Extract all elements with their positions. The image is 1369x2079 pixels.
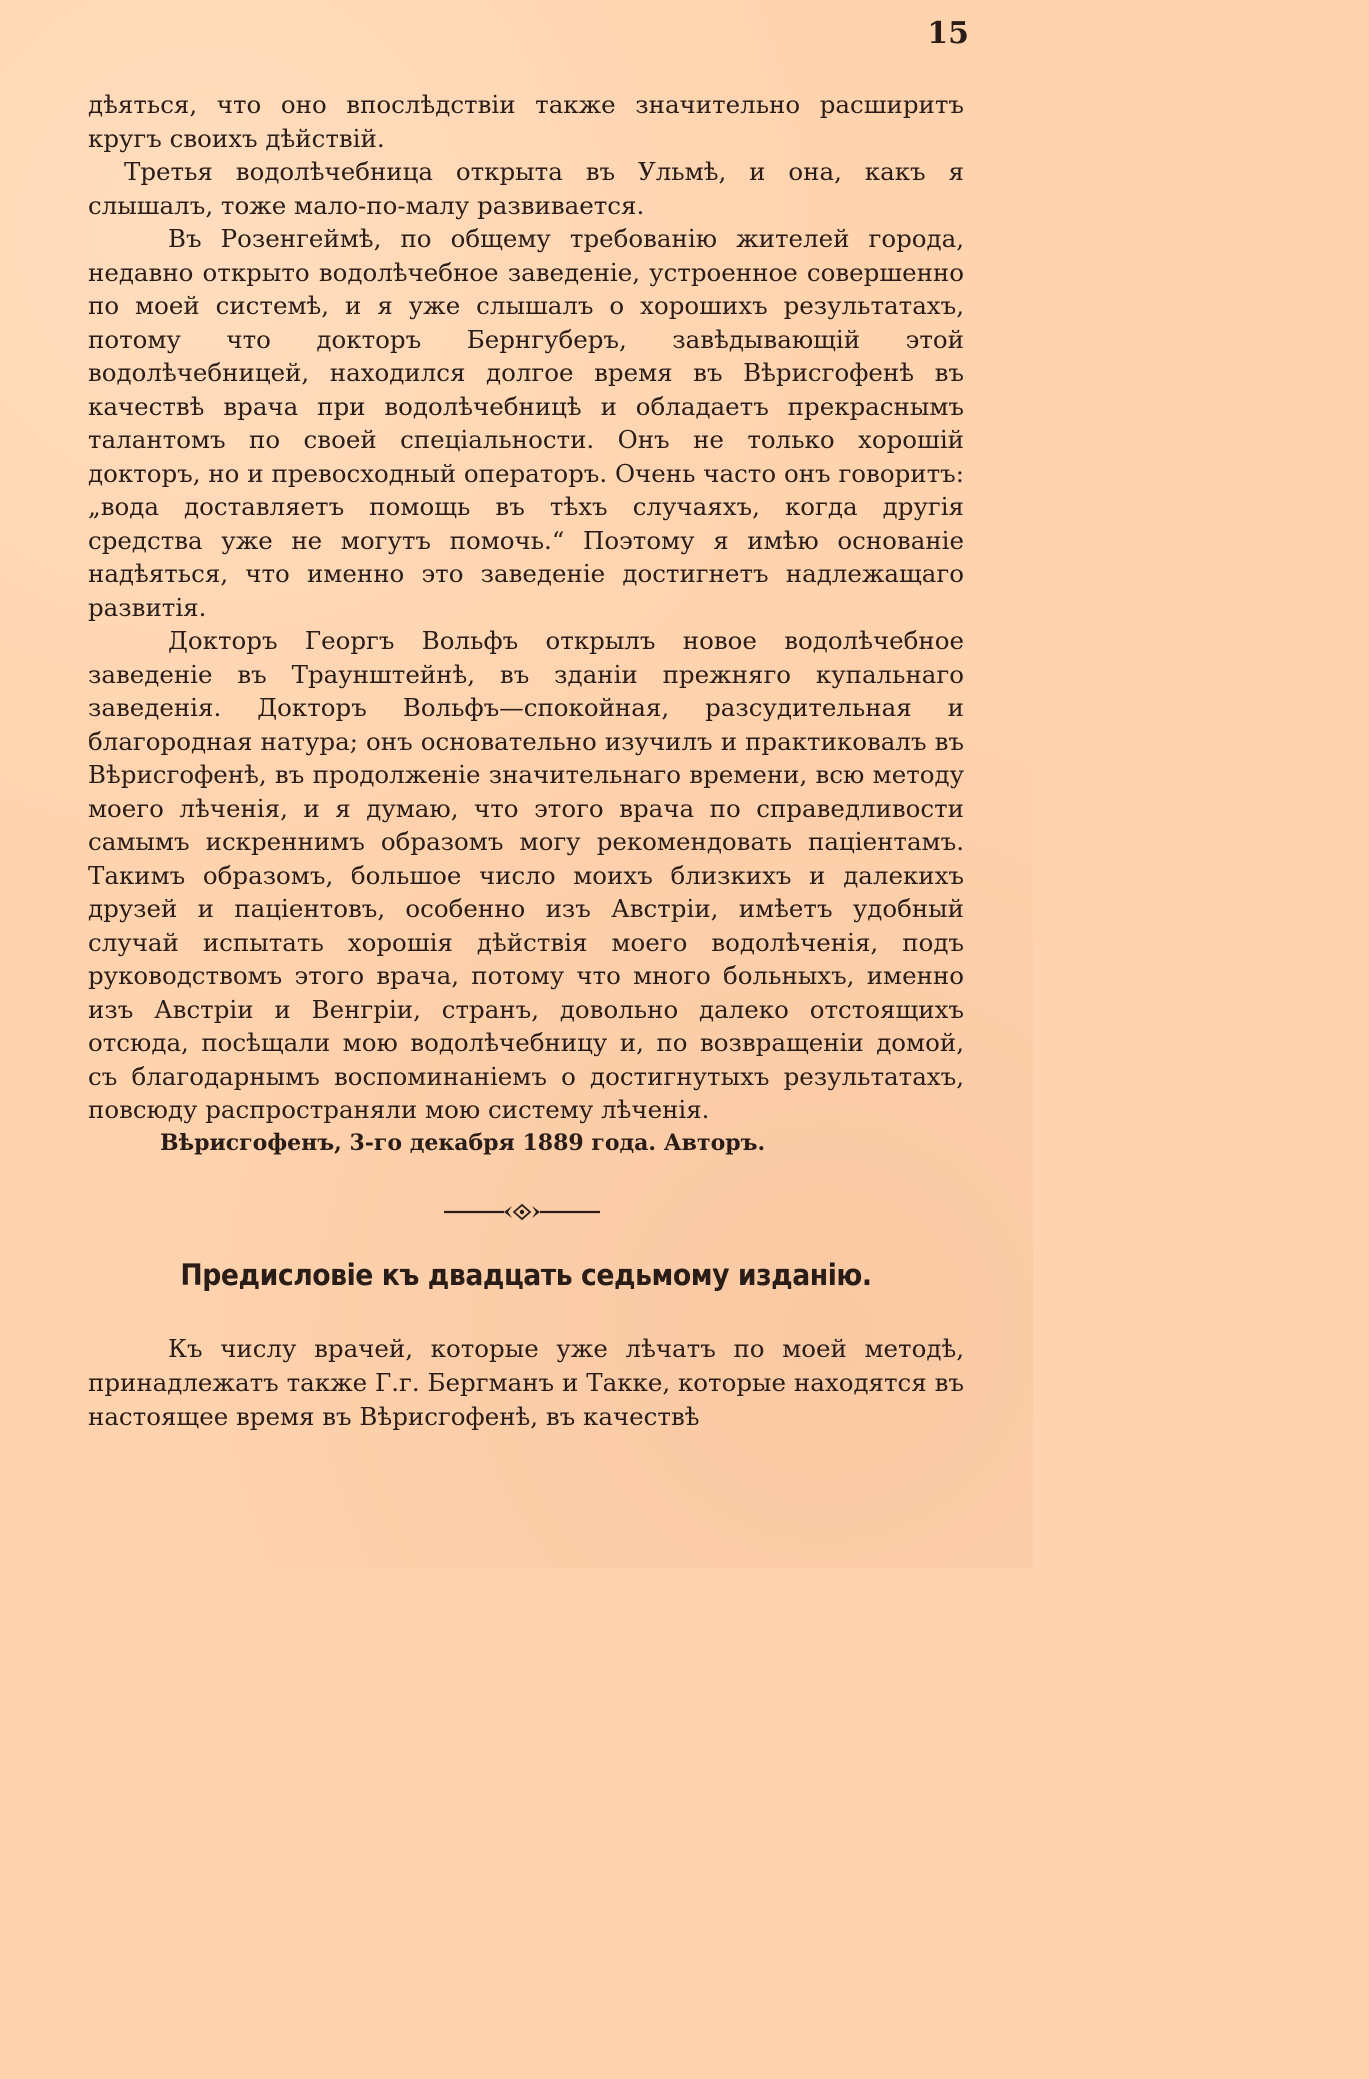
paragraph-ulm: Третья водолѣчебница открыта въ Ульмѣ, и она, какъ я слышалъ, тоже мало-по-малу развивается.: [88, 157, 964, 220]
paragraph-rosenheim: Въ Розенгеймѣ, по общему требованію жителей города, недавно открыто водолѣчебное заведеніе, устроенное совершенно по моей системѣ, и я уже слышалъ о хорошихъ результатахъ, потому что докторъ Бернгуберъ, завѣдывающій этой водолѣчебницей, находился долгое время въ Вѣрисгофенѣ въ качествѣ врача при водолѣчебницѣ и обладаетъ прекраснымъ талантомъ по своей спеціальности. Онъ не только хорошій докторъ, но и превосходный операторъ. Очень часто онъ говоритъ: „вода доставляетъ помощь въ тѣхъ случаяхъ, когда другія средства уже не могутъ помочь.“ Поэтому я имѣю основаніе надѣяться, что именно это заведеніе достигнетъ надлежащаго развитія.: [88, 224, 964, 622]
signature-line: Вѣрисгофенъ, 3-го декабря 1889 года. Авторъ.: [160, 1129, 766, 1156]
section-body: [88, 1332, 964, 1434]
paragraph-continuation: дѣяться, что оно впослѣдствіи также значительно расширитъ кругъ своихъ дѣйствій.: [88, 90, 964, 153]
body-text: [88, 88, 964, 1160]
paragraph-preface: Къ числу врачей, которые уже лѣчатъ по моей методѣ, принадлежатъ также Г.г. Бергманъ и Такке, которые находятся въ настоящее время въ Вѣрисгофенѣ, въ качествѣ: [88, 1334, 964, 1431]
page-number: 15: [927, 16, 969, 51]
paragraph-traunstein: Докторъ Георгъ Вольфъ открылъ новое водолѣчебное заведеніе въ Траунштейнѣ, въ зданіи прежняго купальнаго заведенія. Докторъ Вольфъ—спокойная, разсудительная и благородная натура; онъ основательно изучилъ и практиковалъ въ Вѣрисгофенѣ, въ продолженіе значительнаго времени, всю методу моего лѣченія, и я думаю, что этого врача по справедливости самымъ искреннимъ образомъ могу рекомендовать паціентамъ. Такимъ образомъ, большое число моихъ близкихъ и далекихъ друзей и паціентовъ, особенно изъ Австріи, имѣетъ удобный случай испытать хорошія дѣйствія моего водолѣченія, подъ руководствомъ этого врача, потому что много больныхъ, именно изъ Австріи и Венгріи, странъ, довольно далеко отстоящихъ отсюда, посѣщали мою водолѣчебницу и, по возвращеніи домой, съ благодарнымъ воспоминаніемъ о достигнутыхъ результатахъ, повсюду распространяли мою систему лѣченія.: [88, 626, 964, 1124]
section-heading: Предисловіе къ двадцать седьмому изданію.: [180, 1258, 872, 1292]
ornament-divider-icon: [442, 1202, 602, 1222]
